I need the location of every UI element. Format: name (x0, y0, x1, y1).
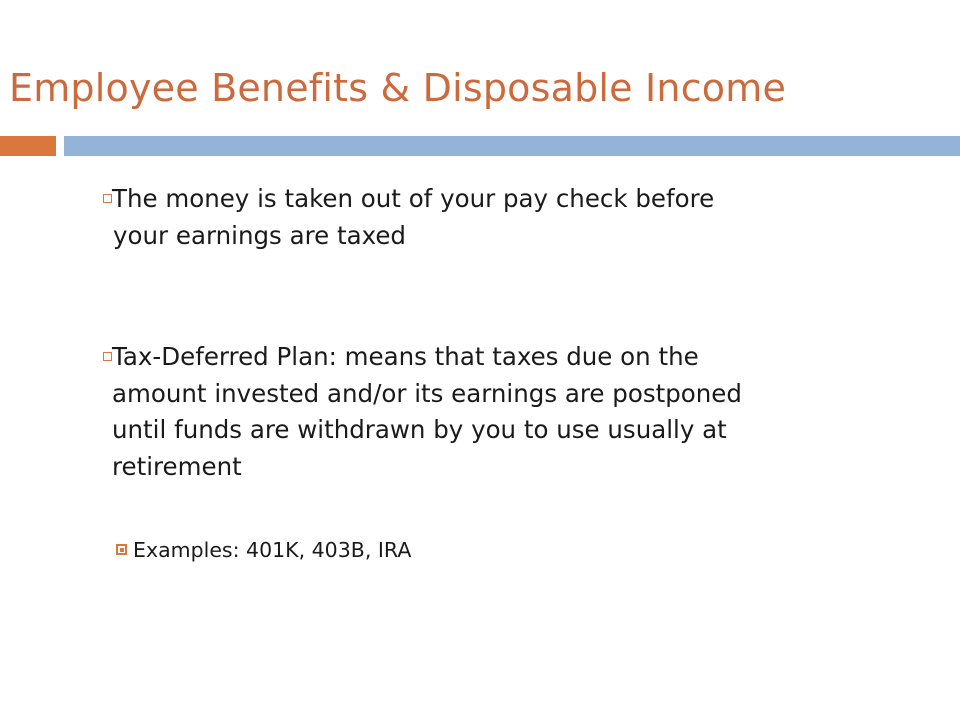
bullet-line: your earnings are taxed (113, 220, 406, 250)
bullet-line: until funds are withdrawn by you to use usually at (112, 415, 727, 444)
bullet-text (112, 181, 902, 254)
bullet-line: Tax-Deferred Plan: means that taxes due on the (112, 342, 699, 371)
bullet-line: The money is taken out of your pay check before (112, 184, 715, 213)
sub-bullet-text: Examples: 401K, 403B, IRA (133, 538, 412, 562)
slide-title: Employee Benefits & Disposable Income (9, 66, 787, 110)
title-accent-bar (0, 136, 56, 156)
bullet-text (112, 339, 902, 485)
bullet-line: retirement (112, 451, 242, 481)
hollow-square-icon (103, 352, 112, 361)
title-underline-bar (64, 136, 960, 156)
hollow-square-icon (103, 194, 112, 203)
bullet-line: amount invested and/or its earnings are postponed (112, 378, 742, 408)
filled-square-icon (116, 544, 127, 555)
